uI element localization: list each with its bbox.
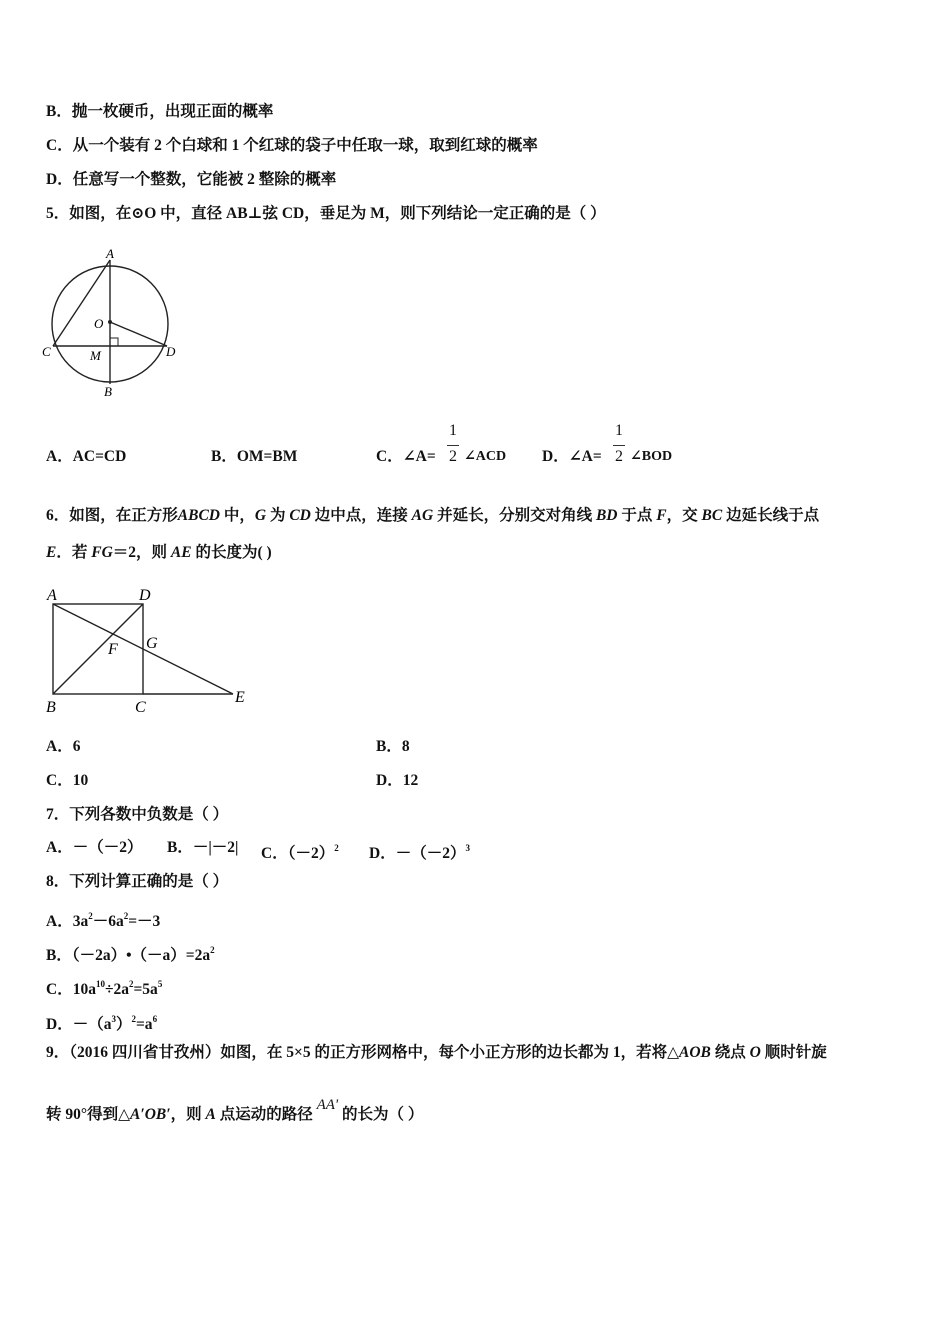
label-a: A: [47, 587, 57, 604]
q9-stem-line2: 转 90°得到△A′OB′，则 A 点运动的路径 AA' 的长为（ ）: [46, 1097, 424, 1123]
label-c: C: [42, 344, 51, 359]
label-a: A: [106, 246, 114, 261]
q9-stem-line1: 9．（2016 四川省甘孜州）如图，在 5×5 的正方形网格中，每个小正方形的边长都为 1，若将△AOB 绕点 O 顺时针旋: [46, 1044, 827, 1061]
label-c: C: [135, 699, 146, 716]
q5-option-d-suffix: ∠BOD: [630, 449, 673, 464]
q5-stem: 5．如图，在⊙O 中，直径 AB⊥弦 CD，垂足为 M，则下列结论一定正确的是（ ）: [46, 205, 606, 222]
q5-option-a: A．AC=CD: [46, 448, 127, 465]
q4-option-b: B．抛一枚硬币，出现正面的概率: [46, 103, 274, 120]
label-m: M: [90, 348, 101, 363]
q4-option-d: D．任意写一个整数，它能被 2 整除的概率: [46, 171, 337, 188]
q7-option-d: D．$-(-2)^3$: [369, 843, 470, 862]
label-f: F: [108, 641, 118, 658]
q5-option-d-fraction-bar: [613, 445, 625, 446]
q6-stem-line2: E．若 FG＝2，则 AE 的长度为( ): [46, 544, 272, 561]
q5-option-c-denominator: 2: [449, 448, 457, 465]
q5-option-c-fraction-bar: [447, 445, 459, 446]
label-d: D: [139, 587, 151, 604]
q8-option-c: C．$10a^{10}\div 2a^2=5a^5$: [46, 979, 163, 998]
q8-option-b: B．$(-2a)•(-a)=2a^2$: [46, 945, 215, 964]
q6-option-b: B．8: [376, 738, 410, 755]
label-b: B: [46, 699, 56, 716]
q5-option-d-denominator: 2: [615, 448, 623, 465]
q7-option-a: A．－（－2）: [46, 839, 143, 856]
q6-option-a: A．6: [46, 738, 81, 755]
q9-arc-aa-prime: AA': [316, 1097, 339, 1113]
q8-option-d: D．$-(a^3)^2=a^6$: [46, 1014, 158, 1033]
q7-option-c: C．$(-2)^2$: [261, 843, 339, 862]
label-d: D: [166, 344, 176, 359]
q7-option-b: B．－|－2|: [167, 839, 239, 856]
q5-option-d-prefix: D．∠A=: [542, 448, 602, 465]
q6-square-figure: [40, 582, 260, 717]
label-b: B: [104, 384, 112, 399]
q7-stem: 7．下列各数中负数是（ ）: [46, 806, 229, 823]
q8-stem: 8．下列计算正确的是（ ）: [46, 873, 229, 890]
center-dot: [108, 320, 112, 324]
label-e: E: [235, 689, 245, 706]
right-angle-mark: [110, 338, 118, 346]
label-g: G: [146, 635, 158, 652]
segment-od: [110, 322, 167, 346]
q4-option-c: C．从一个装有 2 个白球和 1 个红球的袋子中任取一球，取到红球的概率: [46, 137, 538, 154]
label-o: O: [94, 316, 104, 331]
q5-option-c-prefix: C．∠A=: [376, 448, 436, 465]
q5-circle-figure: [40, 244, 190, 404]
q8-option-a: A．$3a^2-6a^2=-3$: [46, 911, 161, 930]
q6-stem-line1: 6．如图，在正方形ABCD 中，G 为 CD 边中点，连接 AG 并延长，分别交对角线 BD 于点 F，交 BC 边延长线于点: [46, 507, 820, 524]
q5-option-b: B．OM=BM: [211, 448, 298, 465]
diagonal-bd: [53, 604, 143, 694]
q5-option-c-suffix: ∠ACD: [464, 449, 507, 464]
q6-option-c: C．10: [46, 772, 89, 789]
q6-option-d: D．12: [376, 772, 419, 789]
q5-option-c-numerator: 1: [449, 422, 457, 439]
q5-option-d-numerator: 1: [615, 422, 623, 439]
